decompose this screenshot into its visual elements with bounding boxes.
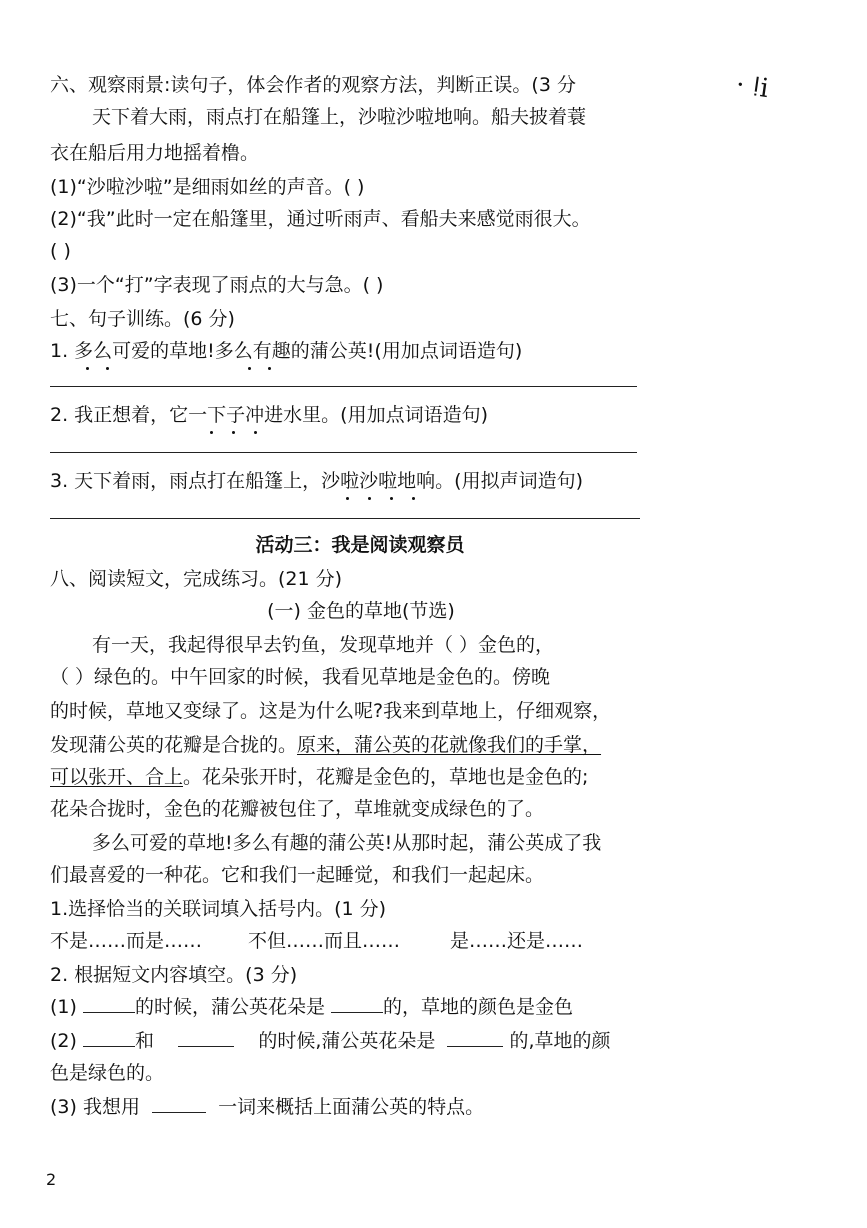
passage-line: 多么可爱的草地!多么有趣的蒲公英!从那时起，蒲公英成了我	[92, 832, 602, 854]
item-text: (3) 我想用	[50, 1096, 140, 1118]
emphasis-dot	[368, 497, 371, 500]
question-8-2: 2. 根据短文内容填空。(3 分)	[50, 964, 298, 986]
question-7-1: 1. 多么可爱的草地!多么有趣的蒲公英!(用加点词语造句)	[50, 340, 523, 362]
underlined-text: 可以张开、合上	[50, 766, 184, 788]
question-6-3: (3)一个“打”字表现了雨点的大与急。( )	[50, 274, 384, 296]
option-1: 不是……而是……	[50, 930, 203, 952]
answer-line[interactable]	[50, 518, 640, 519]
activity-title: 活动三：我是阅读观察员	[255, 534, 465, 556]
passage-text: 发现蒲公英的花瓣是合拢的。	[50, 734, 298, 756]
question-6-1: (1)“沙啦沙啦”是细雨如丝的声音。( )	[50, 176, 365, 198]
answer-line[interactable]	[50, 386, 637, 387]
emphasis-dot	[268, 367, 271, 370]
question-8-2-2-cont: 色是绿色的。	[50, 1062, 165, 1084]
emphasis-dot	[412, 497, 415, 500]
question-8-2-1	[50, 994, 573, 1020]
option-2: 不但……而且……	[248, 930, 401, 952]
page-number: 2	[46, 1170, 57, 1189]
item-text: 一词来概括上面蒲公英的特点。	[218, 1096, 485, 1118]
emphasis-dot	[254, 431, 257, 434]
passage-line: 有一天，我起得很早去钓鱼，发现草地并（ ）金色的，	[92, 634, 555, 656]
option-3: 是……还是……	[450, 930, 584, 952]
passage-line	[50, 732, 601, 758]
emphasis-dot	[210, 431, 213, 434]
item-text: 和	[134, 1030, 154, 1052]
question-6-2-answer-paren[interactable]: ( )	[50, 240, 71, 262]
passage-line	[50, 764, 588, 790]
item-text: 的，草地的颜色是金色	[383, 996, 574, 1018]
emphasis-dot	[86, 367, 89, 370]
fill-blank[interactable]	[152, 1094, 206, 1113]
item-number: (1)	[50, 996, 77, 1018]
item-text: 的时候，蒲公英花朵是	[134, 996, 325, 1018]
passage-line: （ ）绿色的。中午回家的时候，我看见草地是金色的。傍晚	[50, 666, 551, 688]
item-text: 的时候,蒲公英花朵是	[258, 1030, 436, 1052]
passage-line: 天下着大雨，雨点打在船篷上，沙啦沙啦地响。船夫披着蓑	[92, 106, 587, 128]
passage-line: 花朵合拢时，金色的花瓣被包住了，草堆就变成绿色的了。	[50, 798, 545, 820]
fill-blank[interactable]	[447, 1028, 503, 1047]
fill-blank[interactable]	[83, 1028, 135, 1047]
passage-subtitle: (一) 金色的草地(节选)	[267, 600, 455, 622]
item-number: (2)	[50, 1030, 77, 1052]
fill-blank[interactable]	[178, 1028, 234, 1047]
fill-blank[interactable]	[331, 994, 383, 1013]
emphasis-dot	[346, 497, 349, 500]
question-8-1: 1.选择恰当的关联词填入括号内。(1 分)	[50, 898, 387, 920]
emphasis-dot	[106, 367, 109, 370]
answer-line[interactable]	[50, 452, 637, 453]
passage-line: 衣在船后用力地摇着橹。	[50, 142, 260, 164]
question-7-2: 2. 我正想着，它一下子冲进水里。(用加点词语造句)	[50, 404, 488, 426]
item-text: 的,草地的颜	[509, 1030, 611, 1052]
section-7-title: 七、句子训练。(6 分)	[50, 308, 235, 330]
passage-text: 。花朵张开时，花瓣是金色的，草地也是金色的;	[183, 766, 589, 788]
section-8-title: 八、阅读短文，完成练习。(21 分)	[50, 568, 343, 590]
handwritten-mark: · ǃi	[734, 69, 771, 105]
fill-blank[interactable]	[83, 994, 135, 1013]
question-8-2-2	[50, 1028, 611, 1054]
passage-line: 的时候，草地又变绿了。这是为什么呢?我来到草地上，仔细观察，	[50, 700, 612, 722]
emphasis-dot	[390, 497, 393, 500]
question-6-2: (2)“我”此时一定在船篷里，通过听雨声、看船夫来感觉雨很大。	[50, 208, 591, 230]
question-7-3: 3. 天下着雨，雨点打在船篷上，沙啦沙啦地响。(用拟声词造句)	[50, 470, 583, 492]
emphasis-dot	[232, 431, 235, 434]
section-6-title: 六、观察雨景:读句子，体会作者的观察方法，判断正误。(3 分	[50, 74, 576, 96]
emphasis-dot	[248, 367, 251, 370]
question-8-2-3	[50, 1094, 484, 1120]
passage-line: 们最喜爱的一种花。它和我们一起睡觉，和我们一起起床。	[50, 864, 545, 886]
underlined-text: 原来，蒲公英的花就像我们的手掌，	[297, 734, 602, 756]
